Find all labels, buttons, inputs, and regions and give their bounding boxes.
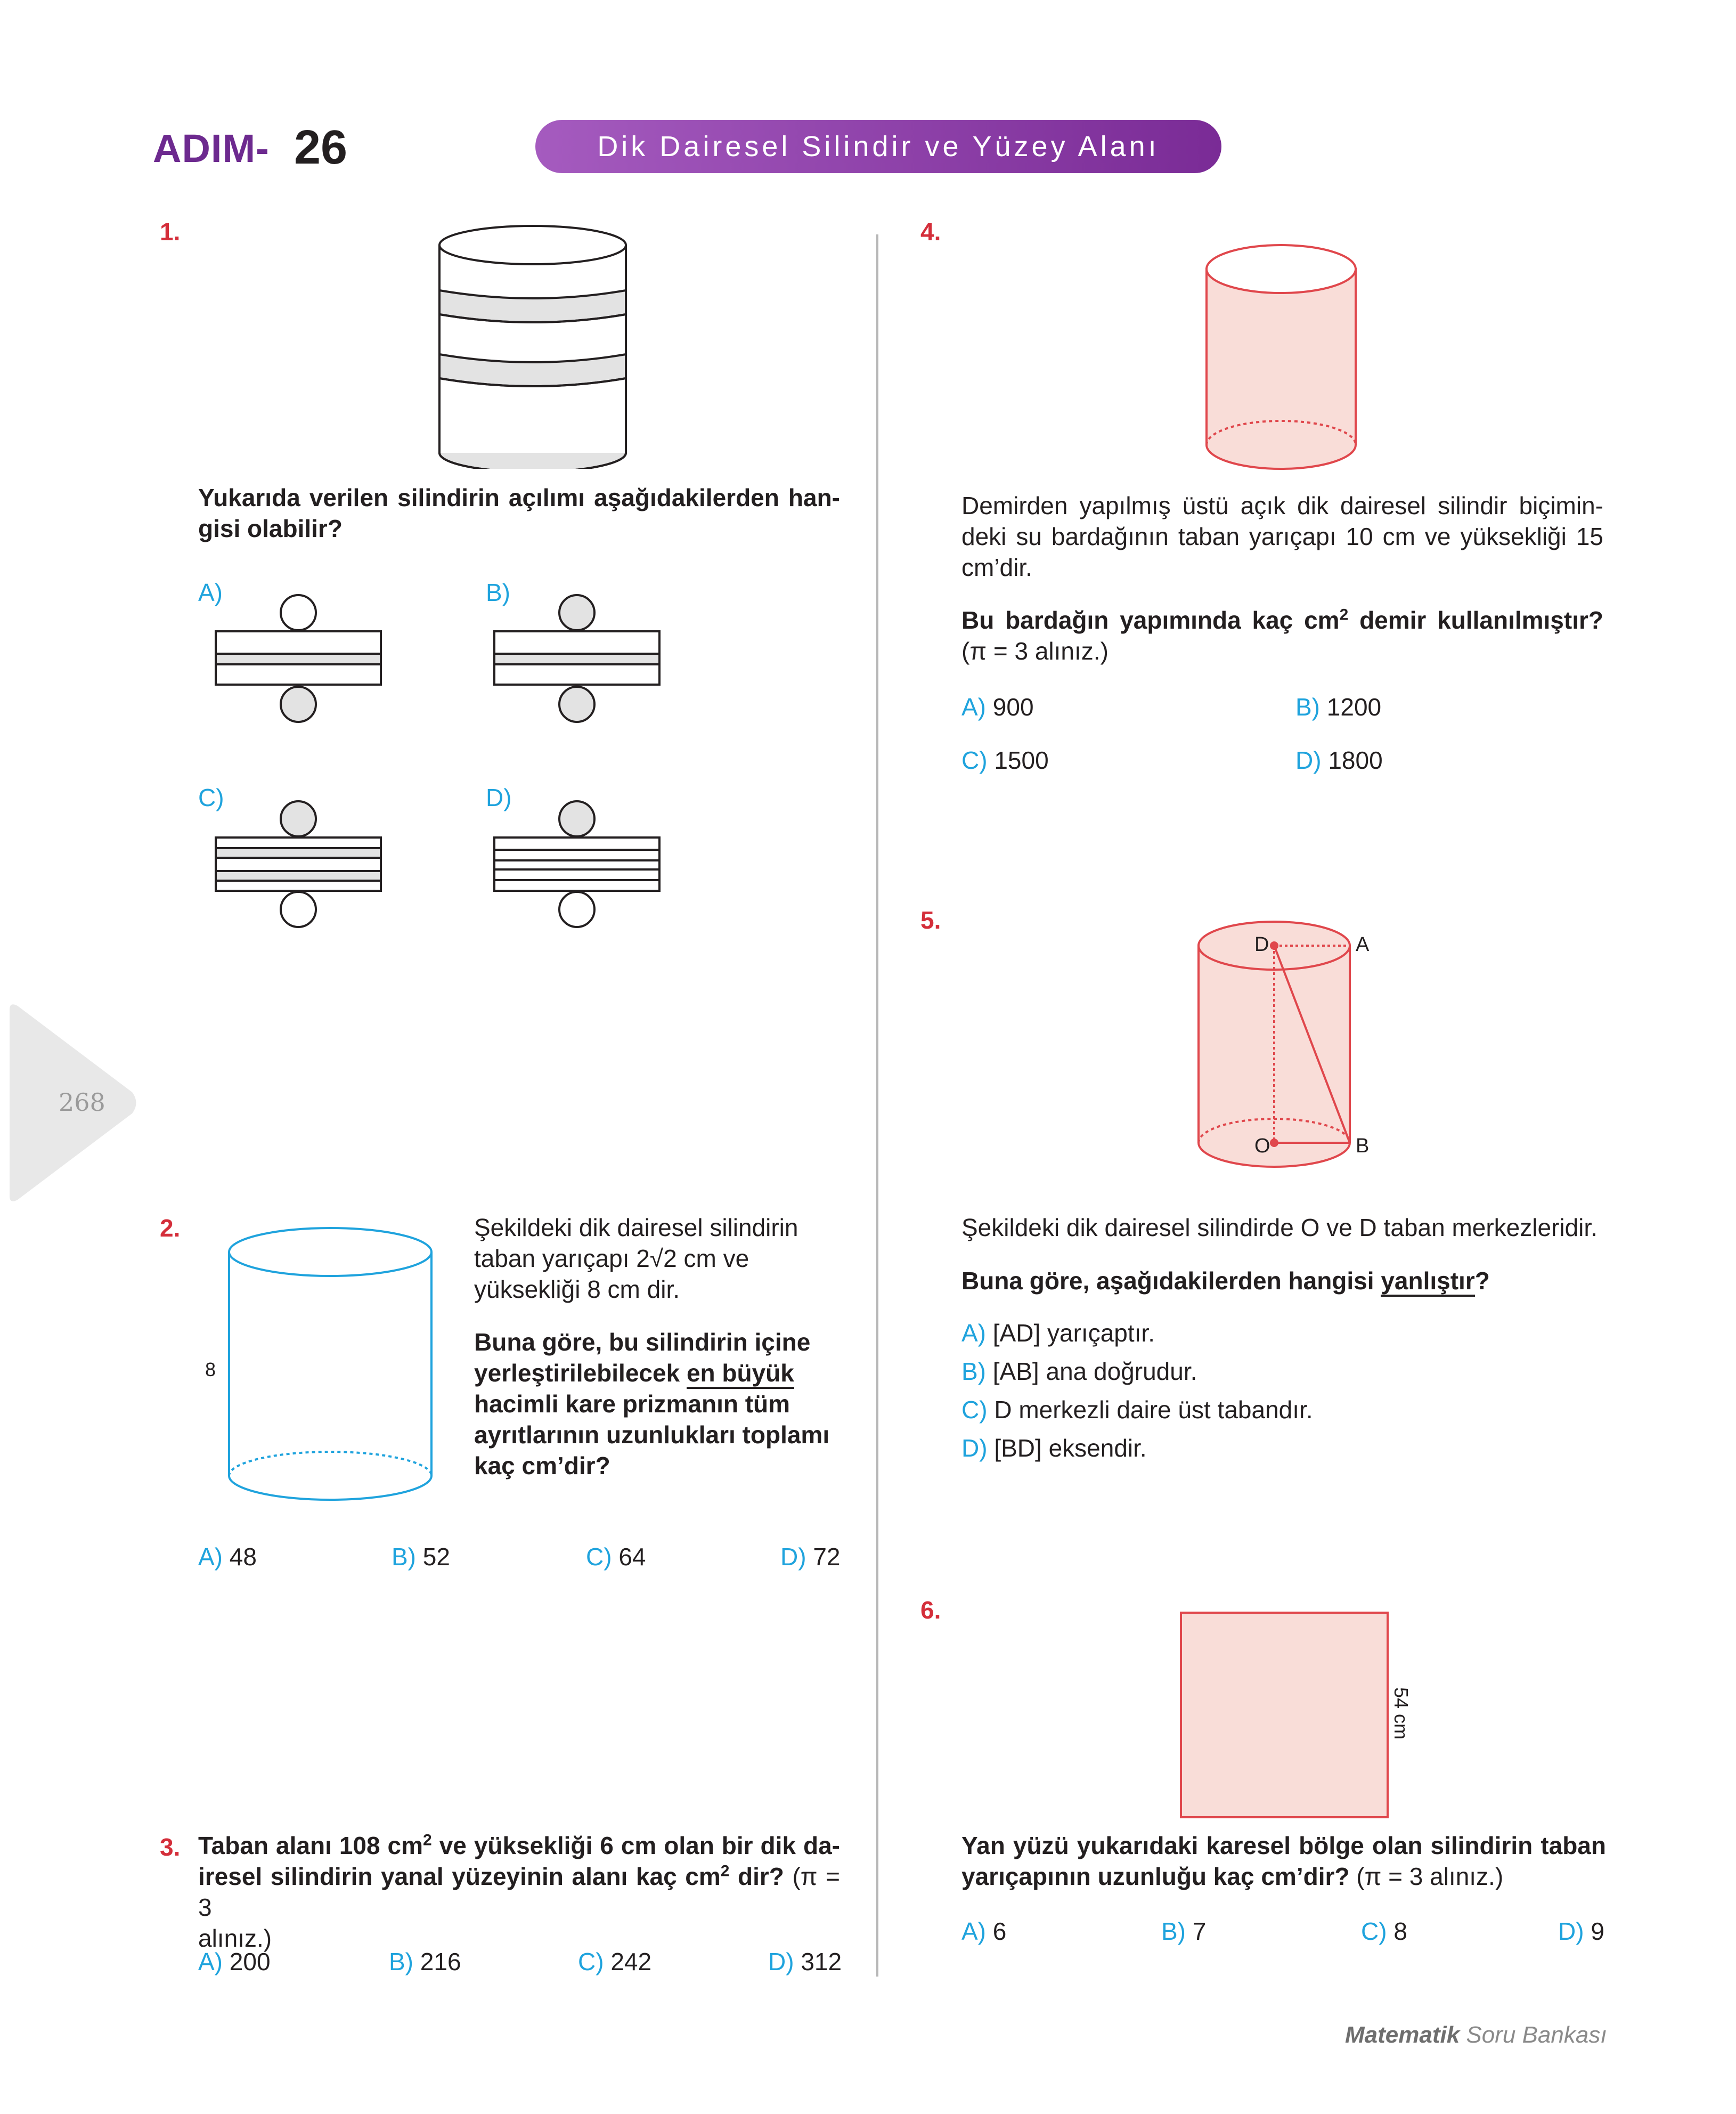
q3-line1-sup: 2 — [423, 1831, 432, 1849]
q3-option-c-letter: C) — [578, 1948, 604, 1975]
q1-option-d-letter: D) — [486, 784, 512, 811]
q3-line2-sup: 2 — [720, 1862, 730, 1880]
q4-question — [961, 605, 1603, 666]
q6-option-b-letter: B) — [1161, 1917, 1186, 1945]
q1-option-c-letter: C) — [198, 784, 224, 811]
q2-question-line1: Buna göre, bu silindirin içine — [474, 1328, 811, 1356]
q1-cylinder-figure — [434, 218, 631, 469]
q2-option-c-letter: C) — [586, 1543, 612, 1571]
q6-option-d-letter: D) — [1558, 1917, 1584, 1945]
q5-question-b: ? — [1474, 1267, 1490, 1295]
q5-option-b-value: [AB] ana doğrudur. — [992, 1357, 1197, 1385]
adim-label: ADIM- — [153, 126, 270, 170]
q1-net-a-figure — [210, 591, 392, 730]
footer-book: Soru Bankası — [1466, 2022, 1607, 2048]
q1-line1: Yukarıda verilen silindirin açılımı aşağıdakilerden han- — [198, 484, 840, 511]
q2-stem-line3: yüksekliği 8 cm dir. — [474, 1275, 680, 1303]
q2-option-c-value: 64 — [618, 1543, 646, 1571]
q2-option-a-value: 48 — [229, 1543, 257, 1571]
q2-option-b-value: 52 — [422, 1543, 450, 1571]
q2-option-d-value: 72 — [813, 1543, 841, 1571]
q4-stem-line3: cm’dir. — [961, 554, 1032, 581]
q3-option-c[interactable] — [578, 1947, 651, 1976]
q1-option-b-letter: B) — [486, 579, 510, 606]
q6-line2 — [961, 1861, 1606, 1892]
q4-option-a-letter: A) — [961, 693, 986, 721]
q5-question-a: Buna göre, aşağıdakilerden hangisi — [961, 1267, 1381, 1295]
q3-option-d[interactable] — [768, 1947, 842, 1976]
q2-stem-line1: Şekildeki dik dairesel silindirin — [474, 1214, 798, 1241]
q2-question-line2a: yerleştirilebilecek — [474, 1359, 687, 1387]
q4-glass-cylinder-figure — [1199, 229, 1364, 485]
q5-option-d-value: [BD] eksendir. — [994, 1434, 1147, 1462]
q3-line1a: Taban alanı 108 cm — [198, 1832, 423, 1859]
q2-option-a-letter: A) — [198, 1543, 223, 1571]
q2-option-b-letter: B) — [392, 1543, 416, 1571]
q1-net-d-figure — [489, 796, 670, 935]
section-title-banner: Dik Dairesel Silindir ve Yüzey Alanı — [535, 120, 1221, 173]
q3-line2b: dir? — [729, 1863, 784, 1890]
q1-net-c-figure — [210, 796, 392, 935]
q3-line2a: iresel silindirin yanal yüzeyinin alanı kaç cm — [198, 1863, 721, 1890]
q3-option-a-value: 200 — [229, 1948, 271, 1975]
q4-option-b-letter: B) — [1295, 693, 1320, 721]
q4-option-c-letter: C) — [961, 746, 988, 774]
q4-question-b: demir kullanılmıştır? — [1348, 606, 1603, 634]
q4-stem-line1: Demirden yapılmış üstü açık dik dairesel silindir biçimin- — [961, 492, 1603, 519]
q6-option-a-letter: A) — [961, 1917, 986, 1945]
q3-question — [198, 1830, 840, 1954]
q5-option-d[interactable] — [961, 1434, 1147, 1462]
q1-question — [198, 482, 840, 544]
question-4-number: 4. — [920, 218, 941, 246]
q6-option-c[interactable] — [1361, 1917, 1407, 1946]
q1-option-a-letter: A) — [198, 579, 223, 606]
question-3-number: 3. — [160, 1833, 181, 1861]
q3-option-b-value: 216 — [420, 1948, 461, 1975]
q6-side-label: 54 cm — [1390, 1687, 1412, 1740]
q2-option-a[interactable] — [198, 1542, 257, 1571]
q2-question-line2 — [474, 1357, 847, 1388]
q4-option-c-value: 1500 — [994, 746, 1049, 774]
q6-option-d-value: 9 — [1591, 1917, 1604, 1945]
q3-option-d-letter: D) — [768, 1948, 794, 1975]
q5-cylinder-figure — [1191, 906, 1372, 1183]
q6-option-a[interactable] — [961, 1917, 1006, 1946]
q1-net-b-figure — [489, 591, 670, 730]
q4-option-b-value: 1200 — [1326, 693, 1382, 721]
q4-question-a: Bu bardağın yapımında kaç cm — [961, 606, 1340, 634]
q3-option-b[interactable] — [389, 1947, 461, 1976]
q5-emphasis-yanlistir: yanlıştır — [1381, 1267, 1474, 1297]
footer-subject: Matematik — [1345, 2022, 1460, 2048]
question-1-number: 1. — [160, 218, 181, 246]
q5-option-b[interactable] — [961, 1357, 1197, 1386]
q4-option-c[interactable] — [961, 746, 1049, 775]
q6-option-b[interactable] — [1161, 1917, 1206, 1946]
q3-option-a-letter: A) — [198, 1948, 223, 1975]
q6-option-d[interactable] — [1558, 1917, 1604, 1946]
q5-stem: Şekildeki dik dairesel silindirde O ve D taban merkezleridir. — [961, 1214, 1598, 1241]
q4-stem-line2: deki su bardağının taban yarıçapı 10 cm ve yüksekliği 15 — [961, 523, 1603, 550]
footer-book-title — [1345, 2022, 1607, 2048]
q3-option-d-value: 312 — [801, 1948, 842, 1975]
q3-option-c-value: 242 — [610, 1948, 652, 1975]
q5-option-c[interactable] — [961, 1395, 1313, 1424]
q4-stem — [961, 490, 1603, 583]
q4-option-d-letter: D) — [1295, 746, 1322, 774]
q6-option-a-value: 6 — [992, 1917, 1007, 1945]
q6-option-c-letter: C) — [1361, 1917, 1387, 1945]
q2-height-label: 8 — [205, 1359, 216, 1380]
question-2-number: 2. — [160, 1214, 181, 1242]
q6-line1: Yan yüzü yukarıdaki karesel bölge olan silindirin taban — [961, 1832, 1606, 1859]
q5-option-a-letter: A) — [961, 1319, 986, 1347]
q2-option-d-letter: D) — [780, 1543, 806, 1571]
q2-cylinder-figure — [221, 1225, 439, 1508]
q2-question-line4: ayrıtlarının uzunlukları toplamı — [474, 1421, 830, 1449]
q5-label-d: D — [1254, 933, 1269, 956]
q3-option-a[interactable] — [198, 1947, 271, 1976]
q4-option-a[interactable] — [961, 693, 1034, 721]
q3-line1b: ve yüksekliği 6 cm olan bir dik da- — [431, 1832, 840, 1859]
q4-option-b[interactable] — [1295, 693, 1381, 721]
q3-line3: alınız.) — [198, 1924, 272, 1952]
q2-question-line3: hacimli kare prizmanın tüm — [474, 1390, 790, 1418]
q5-option-b-letter: B) — [961, 1357, 986, 1385]
q5-option-a[interactable] — [961, 1319, 1155, 1347]
q4-question-line1 — [961, 605, 1603, 636]
q4-question-sup: 2 — [1339, 606, 1349, 624]
q3-line1 — [198, 1830, 840, 1861]
question-6-number: 6. — [920, 1596, 941, 1624]
q4-option-a-value: 900 — [992, 693, 1034, 721]
q4-note: (π = 3 alınız.) — [961, 637, 1109, 665]
q6-line2b: (π = 3 alınız.) — [1349, 1863, 1504, 1890]
question-5-number: 5. — [920, 906, 941, 934]
q2-option-b[interactable] — [392, 1542, 450, 1571]
q6-option-b-value: 7 — [1192, 1917, 1207, 1945]
q3-option-b-letter: B) — [389, 1948, 413, 1975]
q5-option-c-letter: C) — [961, 1396, 988, 1424]
q6-question — [961, 1830, 1606, 1892]
q6-square-figure — [1180, 1612, 1389, 1818]
q5-option-d-letter: D) — [961, 1434, 988, 1462]
page-number: 268 — [59, 1088, 105, 1117]
q5-question — [961, 1265, 1606, 1296]
q2-option-d[interactable] — [780, 1542, 841, 1571]
q2-question-line5: kaç cm’dir? — [474, 1452, 610, 1479]
q1-line2: gisi olabilir? — [198, 515, 343, 542]
q2-question — [474, 1327, 847, 1481]
q3-line2c: (π = 3 — [198, 1863, 840, 1921]
q4-option-d[interactable] — [1295, 746, 1383, 775]
q5-label-o: O — [1254, 1135, 1270, 1157]
q3-line2 — [198, 1861, 840, 1923]
q6-option-c-value: 8 — [1393, 1917, 1407, 1945]
column-divider — [876, 234, 878, 1977]
q4-option-d-value: 1800 — [1328, 746, 1383, 774]
q2-stem — [474, 1212, 847, 1305]
q5-option-a-value: [AD] yarıçaptır. — [992, 1319, 1155, 1347]
q2-option-c[interactable] — [586, 1542, 646, 1571]
q6-line2a: yarıçapının uzunluğu kaç cm’dir? — [961, 1863, 1350, 1890]
q2-stem-line2: taban yarıçapı 2√2 cm ve — [474, 1245, 749, 1272]
adim-number: 26 — [294, 121, 348, 174]
q5-label-b: B — [1356, 1135, 1370, 1157]
q2-emphasis-en-buyuk: en büyük — [687, 1359, 794, 1389]
q5-label-a: A — [1356, 933, 1370, 956]
q5-option-c-value: D merkezli daire üst tabandır. — [994, 1396, 1313, 1424]
